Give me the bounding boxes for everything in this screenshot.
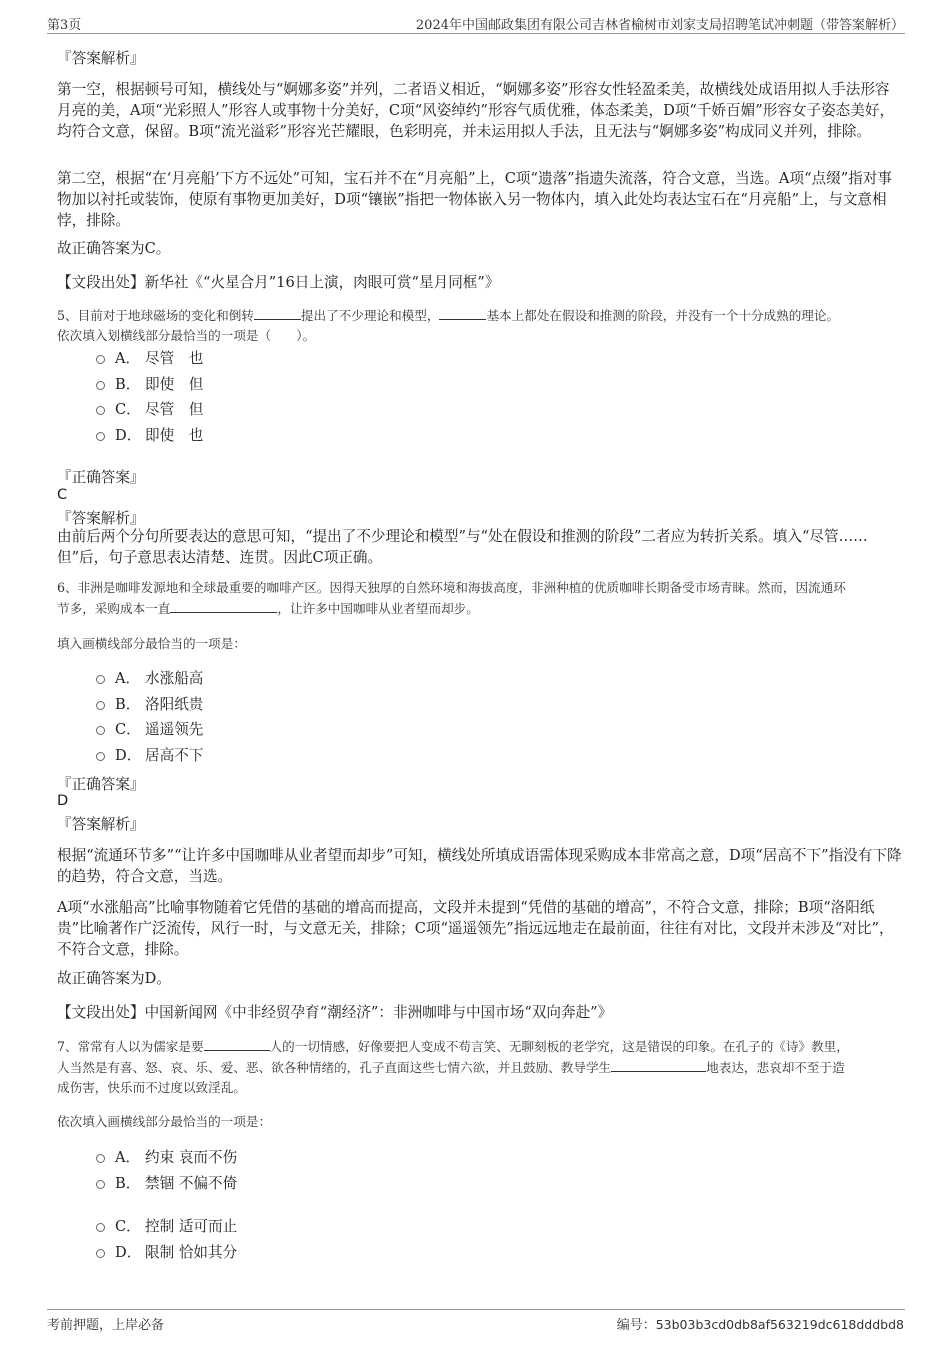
answer-blank <box>254 305 301 320</box>
radio-icon[interactable] <box>96 1154 105 1163</box>
radio-icon[interactable] <box>96 701 105 710</box>
answer-blank <box>611 1057 706 1072</box>
question-prompt: 填入画横线部分最恰当的一项是： <box>57 636 246 651</box>
radio-icon[interactable] <box>96 752 105 761</box>
option-b[interactable]: B． 即使 但 <box>96 372 203 394</box>
option-a[interactable]: A． 水涨船高 <box>96 666 203 688</box>
radio-icon[interactable] <box>96 406 105 415</box>
radio-icon[interactable] <box>96 675 105 684</box>
footer-slogan: 考前押题，上岸必备 <box>47 1318 165 1333</box>
document-title: 2024年中国邮政集团有限公司吉林省榆树市刘家支局招聘笔试冲刺题（带答案解析） <box>415 18 904 33</box>
option-b[interactable]: B． 洛阳纸贵 <box>96 692 203 714</box>
answer-blank <box>170 598 277 613</box>
explain-label: 『答案解析』 <box>57 50 145 67</box>
option-d[interactable]: D． 限制 恰如其分 <box>96 1240 237 1262</box>
question-stem: 6、非洲是咖啡发源地和全球最重要的咖啡产区。因得天独厚的自然环境和海拔高度，非洲种植的优质咖啡长期备受市场青睐。然而，因流通环 节多，采购成本一直 ，让许多中国咖啡从业者望而却步。 <box>57 580 846 616</box>
source-note: 【文段出处】新华社《“火星合月”16日上演，肉眼可赏“星月同框”》 <box>57 274 500 291</box>
answer-label: 『正确答案』 <box>57 776 145 793</box>
option-c[interactable]: C． 遥遥领先 <box>96 717 203 739</box>
radio-icon[interactable] <box>96 1180 105 1189</box>
explanation-paragraph: 第一空，根据顿号可知，横线处与“婀娜多姿”并列，二者语义相近，“婀娜多姿”形容女性轻盈柔美，故横线处成语用拟人手法形容月亮的美，A项“光彩照人”形容人或事物十分美好，C项“风姿绰约”形容气质优雅，体态柔美，D项“千娇百媚”形容女子姿态美好，均符合文意，保留。B项“流光溢彩”形容光芒耀眼，色彩明亮，并未运用拟人手法，且无法与“婀娜多姿”构成同义并列，排除。 <box>57 81 895 140</box>
answer-label: 『正确答案』 <box>57 469 145 486</box>
radio-icon[interactable] <box>96 355 105 364</box>
conclusion: 故正确答案为D。 <box>57 970 171 987</box>
radio-icon[interactable] <box>96 1249 105 1258</box>
question-stem: 7、常常有人以为儒家是要 人的一切情感，好像要把人变成不苟言笑、无聊刻板的老学究，这是错误的印象。在孔子的《诗》教里， 人当然是有喜、怒、哀、乐、爱、恶、欲各种情绪的，孔子直面这些七情六欲，并且鼓励、教导学生 地表达，悲哀却不至于造 成伤害，快乐而不过度以致淫乱。 <box>57 1036 902 1098</box>
page-number: 第3页 <box>47 18 82 33</box>
option-c[interactable]: C． 尽管 但 <box>96 397 203 419</box>
option-a[interactable]: A． 约束 哀而不伤 <box>96 1145 237 1167</box>
radio-icon[interactable] <box>96 726 105 735</box>
answer-blank <box>204 1036 270 1051</box>
header-rule <box>47 33 905 34</box>
explanation-paragraph: 由前后两个分句所要表达的意思可知，“提出了不少理论和模型”与“处在假设和推测的阶段”二者应为转折关系。填入“尽管……但”后，句子意思表达清楚、连贯。因此C项正确。 <box>57 528 868 566</box>
option-d[interactable]: D． 即使 也 <box>96 423 203 445</box>
option-b[interactable]: B． 禁锢 不偏不倚 <box>96 1171 237 1193</box>
correct-answer: D <box>57 792 69 809</box>
document-code: 编号：53b03b3cd0db8af563219dc618dddbd8 <box>616 1317 904 1333</box>
explanation-paragraph: 根据“流通环节多”“让许多中国咖啡从业者望而却步”可知，横线处所填成语需体现采购成本非常高之意，D项“居高不下”指没有下降的趋势，符合文意，当选。 <box>57 847 902 885</box>
question-prompt: 依次填入画横线部分最恰当的一项是： <box>57 1114 272 1129</box>
answer-blank <box>439 305 486 320</box>
option-d[interactable]: D． 居高不下 <box>96 743 203 765</box>
question-stem: 5、目前对于地球磁场的变化和倒转 提出了不少理论和模型， 基本上都处在假设和推测的阶段，并没有一个十分成熟的理论。 依次填入划横线部分最恰当的一项是（ ）。 <box>57 305 902 346</box>
explanation-paragraph: A项“水涨船高”比喻事物随着它凭借的基础的增高而提高，文段并未提到“凭借的基础的增高”，不符合文意，排除；B项“洛阳纸贵”比喻著作广泛流传，风行一时，与文意无关，排除；C项“遥遥领先”指远远地走在最前面，往往有对比，文段并未涉及“对比”，不符合文意，排除。 <box>57 899 894 958</box>
source-note: 【文段出处】中国新闻网《中非经贸孕育“潮经济”：非洲咖啡与中国市场“双向奔赴”》 <box>57 1004 613 1021</box>
footer-rule <box>47 1309 905 1310</box>
option-a[interactable]: A． 尽管 也 <box>96 346 203 368</box>
option-c[interactable]: C． 控制 适可而止 <box>96 1214 237 1236</box>
radio-icon[interactable] <box>96 432 105 441</box>
explain-label: 『答案解析』 <box>57 816 145 833</box>
conclusion: 故正确答案为C。 <box>57 240 171 257</box>
explain-label: 『答案解析』 <box>57 510 145 527</box>
explanation-paragraph: 第二空，根据“在‘月亮船’下方不远处”可知，宝石并不在“月亮船”上，C项“遗落”指遗失流落，符合文意，当选。A项“点缀”指对事物加以衬托或装饰，使原有事物更加美好，D项“镶嵌”指把一物体嵌入另一物体内，填入此处均表达宝石在“月亮船”上，与文意相悖，排除。 <box>57 170 892 229</box>
radio-icon[interactable] <box>96 381 105 390</box>
radio-icon[interactable] <box>96 1223 105 1232</box>
correct-answer: C <box>57 486 68 503</box>
